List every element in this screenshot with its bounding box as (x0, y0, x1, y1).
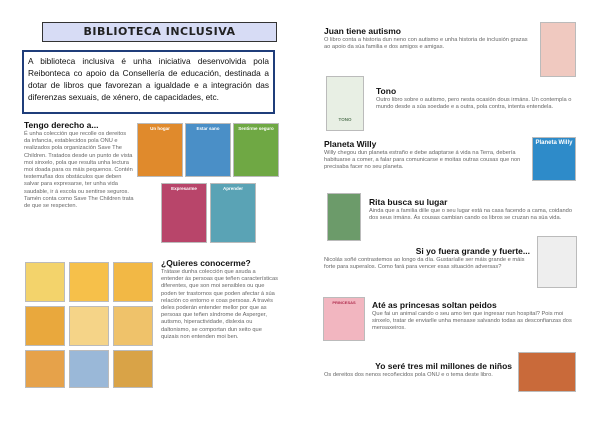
tengo-title: Tengo derecho a... (24, 120, 99, 130)
juan-body: O libro conta a historia dun neno con autismo e unha historia de inclusión grazas ao apoio da súa familia e dos amigos e amigas. (324, 37, 528, 51)
cover-willy (532, 137, 576, 181)
cover-label: Estar sano (196, 126, 220, 131)
cover-quieres-3 (113, 262, 153, 302)
millones-body: Os dereitos dos nenos recoñecidos pola ONU e o tema deste libro. (324, 372, 493, 378)
cover-label: Planeta Willy (535, 140, 573, 146)
cover-label: Sentirme seguro (238, 126, 274, 131)
tono-title: Tono (376, 86, 397, 96)
cover-quieres-8 (69, 350, 109, 388)
cover-quieres-2 (69, 262, 109, 302)
grande-body: Nicolás soñé contrastemos ao longo da día. Gustaríalle ser máis grande e máis forte para superalos. Como fará para vencer esas situación adversas? (324, 257, 525, 271)
cover-label: PRINCESAS (332, 300, 356, 305)
cover-grande (537, 236, 577, 288)
cover-quieres-7 (25, 350, 65, 388)
willy-body: Willy chegou dun planeta estraño e debe adaptarse á vida na Terra, debería habituarse a comer, a falar para comunicarse e moitas outras cousas que non precisaba facer no seu planeta. (324, 150, 521, 171)
cover-label: Expresarme (171, 186, 197, 191)
cover-sentirme-seguro (233, 123, 279, 177)
cover-quieres-1 (25, 262, 65, 302)
cover-quieres-6 (113, 306, 153, 346)
cover-expresarme (161, 183, 207, 243)
quieres-title: ¿Quieres conocerme? (161, 258, 251, 268)
rita-title: Rita busca su lugar (369, 197, 448, 207)
cover-quieres-4 (25, 306, 65, 346)
cover-millones (518, 352, 576, 392)
willy-title: Planeta Willy (324, 139, 377, 149)
cover-tono (326, 76, 364, 131)
intro-text: A biblioteca inclusiva é unha iniciativa desenvolvida pola Reibonteca co apoio da Consellería de educación, destinada a dotar de libros que favorezan a igualdade e a integración das diferenzas sexuais, de xénero, de capacidades, etc. (22, 50, 275, 114)
grande-title: Si yo fuera grande y fuerte... (415, 246, 530, 256)
princesas-body: Que fai un animal cando o seu amo ten que ingresar nun hospital? Pois moi sinxelo, tratar de enviarlle unha mensaxe salvando todas as desconfianzas dos mensaxeiros. (372, 311, 572, 332)
cover-un-hogar (137, 123, 183, 177)
princesas-title: Até as princesas soltan peidos (372, 300, 497, 310)
tengo-body: É unha colección que recolle os dereitos da infancia, establecidos pola ONU e realizados pola organización Save The Children. Tratados desde un punto de vista moi sinxelo, pola que resulta unha lectura moi doada para os máis pequenos. Contén testemuñas dos obstáculos que deben salvar para expresarse, ter unha vida saudable, ir á escola ou sentirse seguros. Tamén conta como Save The Children trata de que se respecten. (24, 131, 134, 210)
page-title: BIBLIOTECA INCLUSIVA (42, 22, 277, 42)
cover-label: Aprender (222, 186, 243, 191)
cover-rita (327, 193, 361, 241)
cover-estar-sano (185, 123, 231, 177)
juan-title: Juan tiene autismo (324, 26, 401, 36)
cover-label: Un hogar (150, 126, 170, 131)
cover-juan (540, 22, 576, 77)
tono-body: Outro libro sobre o autismo, pero nesta ocasión dous irmáns. Un contempla o mundo desde a súa soedade e a outra, pola contra, intenta entendela. (376, 97, 572, 111)
quieres-body: Trátase dunha colección que axuda a entender ás persoas que teñen características diferentes, que son moi sensibles ou que poden ter trastornos que poden afectar á súa relación co entorno e coas persoas. A través deles poderán entender mellor por que as persoas que teñen síndrome de Asperger, autismo, hiperactividade, dislexia ou daltonismo, se comportan dun xeito que quizais non entenden moi ben. (161, 269, 278, 340)
cover-aprender (210, 183, 256, 243)
cover-quieres-5 (69, 306, 109, 346)
cover-label: TONO (338, 117, 352, 122)
cover-quieres-9 (113, 350, 153, 388)
cover-princesas (323, 297, 365, 341)
millones-title: Yo seré tres mil millones de niños (375, 361, 512, 371)
rita-body: Ainda que a familia dille que o seu lugar está na casa facendo a cama, coidando dos seus irmáns. Ás cousas cambian cando os libros se cruzan na súa vida. (369, 208, 572, 222)
